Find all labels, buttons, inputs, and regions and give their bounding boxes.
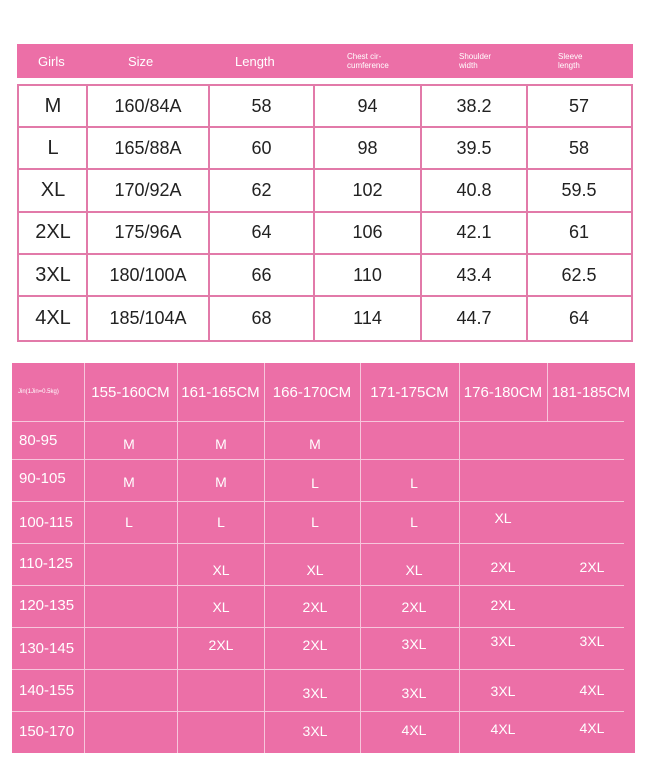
size-label: 4XL (35, 307, 71, 330)
size-value: 40.8 (456, 180, 492, 201)
grid-vline (547, 363, 548, 421)
height-header-cell: 166-170CM (272, 383, 352, 401)
weight-row-label: 150-170 (19, 723, 75, 740)
size-row (19, 298, 631, 340)
size-chart-table (17, 44, 633, 330)
weight-row-label: 100-115 (19, 514, 73, 531)
recommended-size-cell: L (217, 514, 225, 530)
size-row (19, 128, 631, 170)
size-value: 60 (251, 137, 272, 158)
size-header-cell: Length (235, 53, 275, 69)
size-recommendation-table (12, 363, 635, 753)
height-header-cell: 155-160CM (91, 383, 170, 401)
size-value: 160/84A (114, 95, 182, 116)
size-value: 42.1 (456, 222, 492, 243)
recommended-size-cell: XL (212, 562, 230, 578)
size-value: 66 (251, 264, 272, 285)
recommended-size-cell: 4XL (490, 721, 516, 737)
recommended-size-cell: 2XL (401, 599, 427, 615)
size-value: 185/104A (109, 308, 187, 329)
size-label: 3XL (35, 263, 71, 286)
recommended-size-cell: 3XL (401, 636, 427, 652)
recommended-size-cell: 3XL (490, 633, 516, 649)
grid-hline (12, 421, 624, 422)
recommended-size-cell: M (123, 436, 135, 452)
weight-row-label: 90-105 (19, 470, 66, 487)
recommended-size-cell: 2XL (302, 637, 328, 653)
size-header-cell: Chest cir- cumference (347, 52, 389, 70)
size-value: 38.2 (456, 95, 492, 116)
recommended-size-cell: 3XL (302, 685, 328, 701)
size-value: 170/92A (114, 180, 182, 201)
size-value: 64 (568, 308, 590, 329)
size-value: 44.7 (456, 308, 492, 329)
size-label: M (44, 94, 62, 117)
recommended-size-cell: L (311, 514, 319, 530)
recommended-size-cell: L (410, 475, 418, 491)
grid-hline (12, 669, 624, 670)
height-header-cell: 171-175CM (370, 383, 449, 401)
size-value: 180/100A (109, 264, 187, 285)
height-header-cell: 161-165CM (181, 383, 260, 401)
size-value: 58 (251, 95, 272, 116)
size-value: 114 (353, 308, 382, 329)
size-header-cell: Shoulder width (459, 52, 492, 70)
size-value: 94 (357, 95, 378, 116)
weight-row-label: 110-125 (19, 555, 73, 572)
recommended-size-cell: 3XL (579, 633, 605, 649)
grid-hline (12, 585, 624, 586)
recommended-size-cell: 4XL (401, 722, 427, 738)
weight-unit-label: Jin(1Jin=0.5kg) (18, 389, 59, 395)
recommended-size-cell: 3XL (401, 685, 427, 701)
weight-row-label: 140-155 (19, 682, 75, 699)
recommended-size-cell: L (410, 514, 418, 530)
size-label: L (47, 136, 59, 159)
size-label: 2XL (35, 221, 71, 244)
grid-hline (12, 543, 624, 544)
recommended-size-cell: 4XL (579, 720, 605, 736)
size-chart-header (17, 44, 633, 78)
size-value: 62 (251, 180, 272, 201)
size-value: 39.5 (456, 137, 492, 158)
recommended-size-cell: 3XL (490, 683, 516, 699)
size-row (19, 86, 631, 128)
size-label: XL (40, 179, 66, 202)
height-header-cell: 181-185CM (551, 383, 631, 401)
weight-row-label: 130-145 (19, 640, 75, 657)
size-header-cell: Sleeve length (558, 52, 583, 70)
recommended-size-cell: XL (306, 562, 324, 578)
recommended-size-cell: M (215, 474, 227, 490)
size-value: 43.4 (456, 264, 492, 285)
recommended-size-cell: M (123, 474, 135, 490)
size-value: 68 (251, 308, 272, 329)
recommended-size-cell: L (311, 475, 319, 491)
size-value: 98 (357, 137, 378, 158)
size-chart-body (17, 84, 633, 342)
grid-hline (12, 627, 624, 628)
size-value: 165/88A (114, 137, 182, 158)
grid-hline (12, 459, 624, 460)
recommended-size-cell: 2XL (490, 597, 516, 613)
recommended-size-cell: 2XL (579, 559, 605, 575)
recommended-size-cell: XL (494, 510, 512, 526)
weight-row-label: 80-95 (19, 432, 58, 449)
size-value: 175/96A (114, 222, 182, 243)
size-value: 110 (353, 264, 382, 285)
recommended-size-cell: 2XL (302, 599, 328, 615)
grid-hline (12, 501, 624, 502)
size-value: 102 (352, 180, 383, 201)
recommended-size-cell: XL (405, 562, 423, 578)
height-header-cell: 176-180CM (463, 383, 543, 401)
recommended-size-cell: M (215, 436, 227, 452)
recommended-size-cell: 2XL (208, 637, 234, 653)
weight-row-label: 120-135 (19, 597, 75, 614)
size-value: 64 (251, 222, 272, 243)
size-value: 58 (568, 137, 590, 158)
size-value: 106 (352, 222, 383, 243)
size-value: 62.5 (561, 264, 597, 285)
size-value: 61 (568, 222, 590, 243)
size-row (19, 213, 631, 255)
recommended-size-cell: XL (212, 599, 230, 615)
grid-hline (12, 711, 624, 712)
recommended-size-cell: 3XL (302, 723, 328, 739)
size-header-cell: Girls (38, 53, 65, 69)
recommended-size-cell: 4XL (579, 682, 605, 698)
recommended-size-cell: 2XL (490, 559, 516, 575)
size-value: 59.5 (561, 180, 597, 201)
size-value: 57 (568, 95, 590, 116)
size-header-cell: Size (128, 53, 154, 69)
size-row (19, 255, 631, 297)
recommended-size-cell: M (309, 436, 321, 452)
size-row (19, 171, 631, 213)
recommended-size-cell: L (125, 514, 133, 530)
